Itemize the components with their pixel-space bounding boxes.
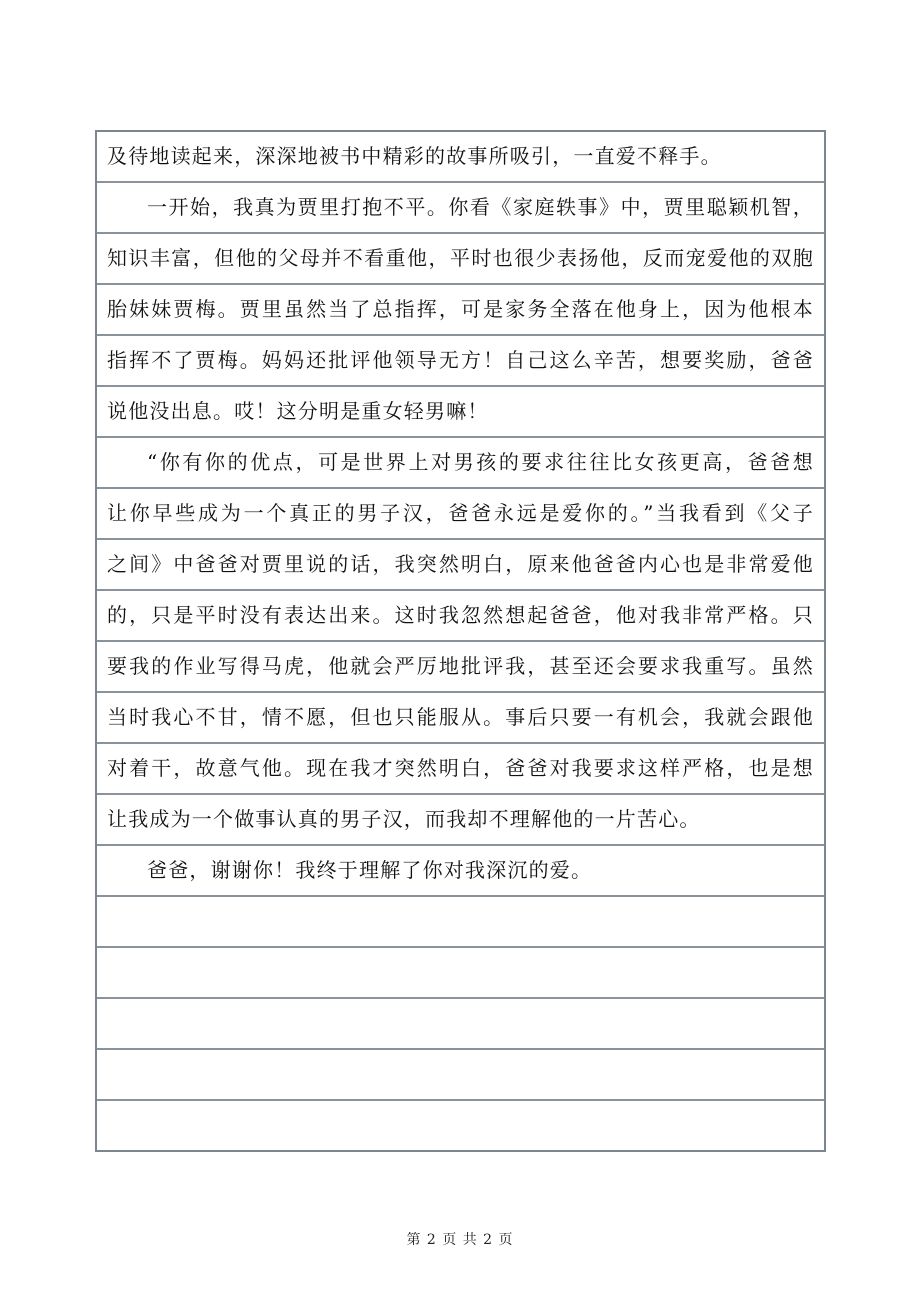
text-line: 爸爸，谢谢你！我终于理解了你对我深沉的爱。 (147, 858, 593, 882)
text-line: 之间》中爸爸对贾里说的话，我突然明白，原来他爸爸内心也是非常爱他 (107, 552, 814, 576)
text-row (97, 642, 824, 693)
text-row (97, 591, 824, 642)
text-row (97, 438, 824, 489)
text-line: “你有你的优点，可是世界上对男孩的要求往往比女孩更高，爸爸想 (147, 450, 814, 474)
text-row (97, 234, 824, 285)
text-row (97, 336, 824, 387)
text-row (97, 387, 824, 438)
text-row (97, 846, 824, 897)
text-line: 让我成为一个做事认真的男子汉，而我却不理解他的一片苦心。 (107, 807, 701, 831)
text-line: 知识丰富，但他的父母并不看重他，平时也很少表扬他，反而宠爱他的双胞 (107, 246, 814, 270)
text-line: 的，只是平时没有表达出来。这时我忽然想起爸爸，他对我非常严格。只 (107, 603, 814, 627)
text-line: 胎妹妹贾梅。贾里虽然当了总指挥，可是家务全落在他身上，因为他根本 (107, 297, 814, 321)
text-line: 说他没出息。哎！这分明是重女轻男嘛！ (107, 399, 489, 423)
text-line: 指挥不了贾梅。妈妈还批评他领导无方！自己这么辛苦，想要奖励，爸爸 (107, 348, 814, 372)
page-number: 第 2 页 共 2 页 (406, 1232, 514, 1248)
composition-grid (95, 130, 826, 1152)
text-line: 让你早些成为一个真正的男子汉，爸爸永远是爱你的。”当我看到《父子 (107, 501, 814, 525)
text-row (97, 183, 824, 234)
empty-row (97, 1101, 824, 1150)
empty-row (97, 999, 824, 1050)
text-row (97, 540, 824, 591)
text-line: 一开始，我真为贾里打抱不平。你看《家庭轶事》中，贾里聪颖机智， (147, 195, 814, 219)
text-line: 对着干，故意气他。现在我才突然明白，爸爸对我要求这样严格，也是想 (107, 756, 814, 780)
empty-row (97, 897, 824, 948)
text-row (97, 285, 824, 336)
text-row (97, 693, 824, 744)
text-line: 要我的作业写得马虎，他就会严厉地批评我，甚至还会要求我重写。虽然 (107, 654, 814, 678)
empty-row (97, 1050, 824, 1101)
text-row (97, 744, 824, 795)
empty-row (97, 948, 824, 999)
text-row (97, 132, 824, 183)
text-line: 当时我心不甘，情不愿，但也只能服从。事后只要一有机会，我就会跟他 (107, 705, 814, 729)
text-line: 及待地读起来，深深地被书中精彩的故事所吸引，一直爱不释手。 (107, 144, 722, 168)
text-row (97, 795, 824, 846)
text-row (97, 489, 824, 540)
